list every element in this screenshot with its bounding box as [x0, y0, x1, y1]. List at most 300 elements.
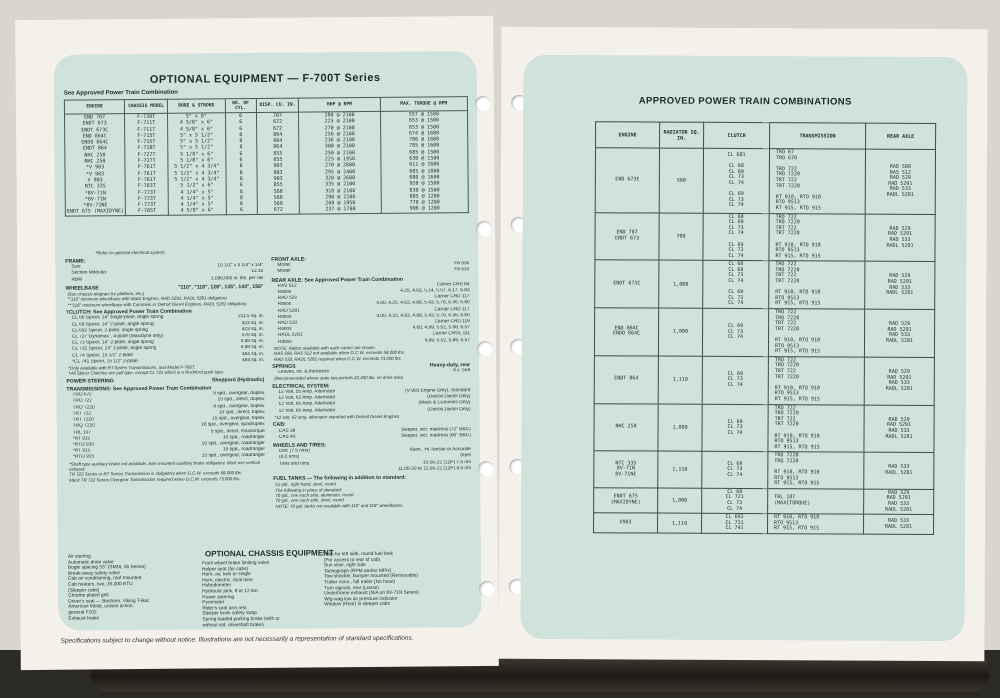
stack-line: RADL 5281	[886, 191, 914, 198]
stack-line: END 864C	[614, 325, 639, 332]
stack-line: CL 74	[728, 202, 744, 209]
table-cell: 611 @ 1600	[381, 162, 468, 169]
clutch-cell	[703, 148, 769, 213]
table-cell: 5 1/2" x 6"	[168, 183, 226, 190]
engine-cell	[595, 212, 659, 260]
table-cell: 672	[256, 125, 299, 132]
table-cell: 680 @ 1600	[381, 174, 468, 181]
stacked-values	[866, 370, 933, 393]
spec-value: 4.00, 4.25, 4.62, 4.88, 5.43, 5.78, 6.36, 6.80	[376, 312, 470, 319]
stacked-values	[705, 153, 768, 209]
table-cell: *8V-71N	[65, 196, 125, 203]
spec-key: CL 69 Spicer, 14" 2-plate, angle spring	[71, 321, 154, 328]
column-header: DISP. CU. IN.	[256, 98, 299, 112]
list-item: Driver's seat — Bostrom, Viking T-Bar,	[68, 598, 150, 605]
table-cell: F-711T	[125, 120, 168, 127]
column-header: MAX. TORQUE @ RPM	[380, 97, 467, 112]
table-cell: 6	[225, 151, 256, 158]
stack-line: TRT 7220	[775, 278, 800, 285]
stack-line: RT 915, RTO 915	[774, 396, 820, 403]
stack-line: TRO 7220	[775, 267, 800, 274]
table-cell: 685 @ 1500	[381, 149, 468, 156]
stack-line: TRT 7220	[775, 182, 800, 189]
table-cell: NHC 250	[65, 152, 125, 159]
spec-key: Model	[277, 262, 291, 269]
stack-line: (MAXIDYNE)	[610, 499, 641, 506]
binder-hole	[477, 341, 493, 357]
transmission-cell	[768, 452, 864, 489]
table-cell: 260 @ 1950	[300, 200, 382, 207]
radiator-cell: 1,000	[658, 488, 702, 514]
stack-line: RAD 5291	[887, 422, 912, 429]
spec-key: TRO 722	[72, 398, 92, 405]
spec-panel	[53, 51, 481, 631]
stacked-values	[597, 177, 658, 183]
stack-line: CL 74	[727, 429, 743, 436]
optional-list-1	[68, 554, 199, 622]
spec-key: CL 731 Spicer, 14" 2-plate, angle spring	[72, 346, 157, 353]
radiator-cell: 1,110	[658, 356, 702, 404]
list-item: Air starting	[67, 554, 91, 560]
stack-line: CL 721	[725, 494, 744, 501]
spec-value: 211.5 sq. in.	[237, 314, 264, 320]
engine-spec-table	[64, 96, 469, 216]
spec-value: FA 532	[454, 267, 470, 273]
list-item: (Sleeper cabs)	[68, 587, 100, 594]
stack-line: RT 915, RTO 915	[775, 252, 821, 260]
table-cell: 672	[256, 119, 299, 126]
table-cell: F-711T	[125, 126, 168, 133]
list-item: Spring-loaded parking brake (with or	[202, 616, 280, 623]
stack-line: (MAXITORQUE)	[774, 500, 811, 507]
stacked-values	[703, 515, 766, 532]
table-cell: F-727T	[125, 158, 168, 165]
spec-note-line: 70 gal., one each side, steel, round	[275, 497, 344, 504]
stacked-values	[867, 226, 934, 249]
table-cell: 855	[257, 157, 300, 164]
spec-key: RBM	[71, 277, 83, 283]
list-item: American Metal, unison action,	[68, 604, 134, 611]
stack-line: RADL 5281	[885, 469, 913, 476]
list-item: Bogie spacing 55" (SMDL 56 Series)	[67, 565, 146, 571]
list-item: Tow shackle, bumper mounted (Removable)	[324, 573, 418, 580]
stack-line: CL 69	[728, 266, 744, 273]
table-cell: 295 @ 2400	[299, 169, 381, 176]
spec-note-line: 70 gal., one each side, aluminum, round	[275, 492, 354, 498]
spec-value: 10 spd., roadranger	[222, 434, 265, 441]
stack-line: RAD 533	[889, 236, 911, 243]
table-row	[595, 148, 935, 214]
table-cell: F-720T	[125, 113, 168, 120]
stack-line: CL 69	[728, 190, 744, 197]
transmission-cell	[769, 213, 865, 261]
engine-cell	[594, 513, 658, 533]
table-cell: 5" x 5 1/2"	[168, 145, 226, 152]
spec-value: 15 spd., overgear, triplex	[212, 416, 265, 422]
table-cell: F-718T	[125, 145, 168, 152]
stacked-values	[704, 324, 767, 341]
page-subtitle: See Approved Power Train Combination	[63, 89, 178, 97]
stack-line: CL 68	[728, 261, 744, 268]
rear-axle-cell	[864, 309, 934, 357]
spec-key: CAS 40	[278, 434, 296, 440]
spec-value: Carrier CRD 119	[434, 319, 470, 325]
table-cell: END 864C	[65, 133, 125, 140]
stack-line: TRO 7220	[774, 410, 799, 417]
stack-line: RTO 9513	[775, 199, 800, 206]
stack-line: CL 74	[728, 230, 744, 237]
table-cell: F-761T	[125, 170, 168, 177]
stacked-values	[703, 461, 766, 478]
stacked-values	[596, 281, 657, 287]
table-cell: 300 @ 2100	[299, 143, 381, 150]
engine-cell	[594, 356, 658, 404]
binder-hole	[475, 96, 491, 112]
stack-line: CL 74	[727, 381, 743, 388]
spec-key: Size	[71, 264, 81, 270]
table-row	[594, 308, 934, 358]
spec-column-left	[65, 255, 266, 557]
stacked-values	[775, 215, 863, 260]
table-cell: 4 5/8" x 6"	[168, 126, 226, 133]
spec-key: *RTO 910	[72, 442, 95, 448]
spec-key: Ratios	[277, 289, 292, 295]
stack-line: CL 69	[727, 488, 743, 495]
stack-line: CL 74	[728, 179, 744, 186]
stack-line: 8V-71N	[616, 465, 635, 472]
stack-line: CL 74	[728, 277, 744, 285]
spec-value: 10 spd., overgear, roadranger	[201, 440, 265, 447]
spec-line	[273, 433, 471, 441]
spec-value: 10 1/2" x 3 1/4" x 1/4"	[217, 263, 264, 269]
list-item: Helper seat (for cabs)	[201, 566, 249, 573]
stack-line: RAS 512	[889, 169, 911, 176]
spec-key: TRO 670	[72, 392, 92, 398]
stack-line: TRO 722	[774, 404, 796, 411]
stack-line: CL 69	[728, 219, 744, 226]
rear-axle-cell	[864, 405, 934, 453]
column-header: TRANSMISSION	[770, 123, 866, 150]
table-cell: 685 @ 1800	[381, 168, 468, 175]
stack-line: TRT 722	[774, 415, 796, 422]
table-cell: ENDT 864	[65, 146, 125, 153]
table-cell: 855	[257, 182, 300, 189]
spec-key: CL 692 Spicer, 2-plate, angle spring	[71, 327, 149, 334]
stack-line: RAD 5291	[888, 231, 913, 238]
stack-line: RT 915, RTO 915	[774, 348, 821, 355]
spec-key: *RT 910	[72, 436, 91, 442]
spec-key: 12 Volt, 85 Amp. Alternator	[278, 408, 336, 414]
stack-line: RTO 9513	[774, 390, 799, 397]
table-cell: 5 1/8" x 6"	[168, 157, 226, 164]
spec-key: CL 72i "Dynamax", 4-plate (Maxidyne only)	[71, 333, 164, 340]
stack-line: TRO 722	[775, 309, 797, 316]
stack-line: CL 73	[727, 499, 743, 507]
stack-line: RT 915, RTO 915	[774, 443, 820, 451]
stack-line: ENDT 673C	[613, 280, 641, 287]
section-label: ELECTRICAL SYSTEM:	[272, 383, 330, 390]
table-cell: 250 @ 2100	[299, 150, 381, 157]
transmission-cell	[768, 309, 864, 357]
list-item: Horn, electric, dual tone	[202, 577, 253, 584]
stack-line: TRT 7220	[775, 325, 800, 333]
stacked-values	[774, 453, 862, 487]
stack-line: RT 915, RTO 915	[774, 480, 820, 487]
table-cell: 805 @ 1200	[381, 193, 468, 200]
stacked-values	[704, 262, 767, 307]
stack-line: RTO 9513	[775, 247, 800, 254]
table-cell: F-763T	[125, 183, 168, 190]
spec-key: TRL 107	[72, 429, 92, 436]
table-cell: 6	[225, 126, 256, 133]
binder-hole	[478, 461, 494, 477]
spec-note: *Refer to optional electrical system.	[95, 249, 166, 256]
spec-note-line: *"110" minimum wheelbase with Mack Engines, RAD 5291, RADL 5281 obligatory.	[67, 295, 228, 303]
section-value: Heavy-duty, rear	[429, 362, 471, 369]
list-item: Tachograph (RPM and/or MPH)	[323, 568, 392, 575]
table-cell: 237 @ 1700	[300, 206, 382, 214]
list-item: Cab heaters, two, 35,000 BTU	[68, 582, 133, 588]
table-cell: END 707	[64, 114, 124, 121]
table-cell: ENDT 673	[65, 120, 125, 127]
stack-line: RAD 533	[888, 332, 911, 339]
stack-line: CL 74	[728, 252, 744, 259]
spec-key: Ratios	[277, 302, 292, 308]
list-item: Underframe exhaust (N/A on 8V-71N Series)	[324, 590, 419, 597]
spec-key: *RTO 915	[72, 454, 95, 460]
table-row	[594, 356, 934, 406]
transmission-cell	[769, 149, 865, 214]
stack-line: CL 73	[728, 196, 744, 203]
column-header: CLUTCH	[704, 122, 770, 148]
table-cell: ENDO 864C	[65, 139, 125, 146]
footnote: Specifications subject to change without notice. Illustrations are not necessarily a representation of standard specifications.	[60, 634, 414, 645]
section-value: Sheppard (Hydraulic)	[211, 376, 265, 384]
list-item: Automatic drain valve	[67, 559, 114, 566]
table-cell: 335 @ 2100	[299, 181, 381, 188]
stacked-values	[774, 515, 862, 532]
transmission-cell	[768, 404, 864, 452]
spec-key: 12 Volt, 62 Amp. Alternator	[278, 395, 336, 402]
stack-line: RAD 533	[888, 379, 910, 387]
stack-line: TRO 722	[775, 261, 797, 268]
table-cell: 8	[225, 144, 256, 151]
table-cell: *8V-71N	[65, 190, 125, 197]
transmission-cell	[768, 514, 864, 534]
stack-line: TRT 7220	[774, 373, 799, 380]
radiator-cell: 1,000	[658, 308, 702, 356]
table-cell: 270 @ 2100	[299, 125, 381, 132]
spec-value: Carrier CRDL 111	[432, 331, 470, 337]
rear-axle-cell	[864, 514, 934, 534]
page-title: OPTIONAL EQUIPMENT — F-700T Series	[149, 71, 381, 86]
stack-line: TRO 670	[775, 154, 798, 161]
stack-line: RAD 529	[889, 225, 911, 232]
stack-line: TRO 7220	[775, 219, 800, 226]
section-label: CAB:	[272, 422, 286, 429]
table-cell: 8	[226, 176, 257, 183]
section-value: "110", "118", 128", 135", 143", 156"	[178, 283, 264, 291]
spec-value: 12.10	[251, 269, 264, 275]
spec-value: Alum., Hi-Tensile or Accuride	[409, 447, 471, 453]
stacked-values	[704, 419, 767, 436]
radiator-cell: 1,000	[658, 404, 702, 452]
table-cell: 6	[225, 119, 256, 126]
stack-line: RAD 5291	[886, 495, 911, 502]
spec-key: RADL 5281	[277, 333, 303, 339]
list-item: without std. driveshaft brake)	[202, 622, 264, 629]
stack-line: CL 73	[728, 224, 744, 231]
table-cell: 225 @ 2100	[299, 118, 381, 125]
stack-line: RT 915, RTO 915	[775, 300, 821, 307]
table-cell: 225 @ 1950	[299, 156, 381, 163]
stack-line: ENDT 675	[613, 493, 638, 500]
stack-line: CL 73	[728, 247, 744, 254]
table-cell: 5" x 5 1/2"	[168, 138, 226, 145]
stack-line: NHC 250	[615, 423, 637, 430]
spec-line	[271, 268, 469, 276]
table-row	[594, 513, 934, 535]
stack-line: RAD 533	[888, 464, 910, 471]
right-page	[498, 27, 987, 662]
binder-hole	[479, 581, 495, 597]
stack-line: TRO 7220	[774, 452, 799, 459]
spec-key: CAS 39	[278, 428, 296, 434]
column-header: BORE & STROKE	[167, 99, 225, 114]
rear-axle-cell	[865, 149, 935, 214]
spec-note-line: TR 722 Series or RT Series Transmission is obligatory when G.C.W. exceeds 58,000 lbs.	[69, 470, 243, 477]
stack-line: CL 69	[728, 322, 744, 330]
stack-line: RAD 5291	[887, 326, 912, 333]
transmission-cell	[768, 356, 864, 404]
transmission-cell	[769, 261, 865, 309]
stack-line: RAD 533	[888, 427, 910, 434]
spec-key: RAD 529	[277, 295, 298, 302]
stack-line: CL 681	[727, 151, 746, 158]
stacked-values	[596, 377, 657, 383]
list-item: Pyrometer	[202, 600, 225, 606]
spec-note-line: RAS 508, RAS 512 not available when G.C.W. exceeds 58,000 lbs.	[274, 349, 406, 357]
stack-line: CL 692	[725, 514, 744, 521]
column-header: ENGINE	[596, 122, 660, 148]
spec-value: FA 535	[454, 261, 470, 267]
rear-axle-cell	[865, 214, 935, 262]
radiator-cell: 1,110	[658, 513, 702, 533]
stack-line: RADL 5281	[885, 433, 913, 440]
stack-line: CL 69	[727, 370, 743, 377]
table-cell: 568	[257, 188, 300, 195]
engine-cell	[595, 148, 659, 213]
stack-line: CL 68	[728, 162, 744, 169]
table-cell: 270 @ 2600	[299, 162, 381, 169]
table-cell: NTC 335	[65, 183, 125, 190]
optional-equipment-title: OPTIONAL CHASSIS EQUIPMENT	[204, 548, 334, 559]
table-cell: 830 @ 1500	[381, 187, 468, 194]
stack-line: ENDO 864C	[612, 330, 641, 337]
table-cell: 700 @ 1600	[381, 136, 468, 143]
table-cell: *V 903	[65, 171, 125, 178]
stack-line: RAD 533	[888, 517, 910, 524]
list-item: Break-away safety valve	[67, 570, 121, 577]
table-cell: F-715T	[125, 139, 168, 146]
clutch-cell	[702, 514, 768, 534]
spec-note-line: Mack TR 722 Series Overgear Transmission required when G.C.W. exceeds 73,000 lbs.	[69, 475, 241, 483]
clutch-cell	[702, 452, 768, 489]
stack-line: RAD 529	[889, 273, 911, 280]
rear-axle-cell	[864, 452, 934, 489]
stack-line: RADL 5281	[886, 289, 914, 297]
spec-value: Steel	[460, 453, 472, 459]
clutch-cell	[703, 261, 769, 309]
stacked-values	[776, 150, 864, 212]
list-item: Horn, air, twin or single	[202, 572, 251, 578]
spec-key: RAS 512	[277, 283, 297, 289]
stacked-values	[865, 465, 932, 477]
table-row	[595, 260, 935, 310]
table-cell: 568	[257, 194, 300, 201]
stacked-values	[597, 231, 658, 243]
table-cell: *8V-71NE	[65, 202, 125, 209]
section-label: POWER STEERING	[66, 378, 114, 385]
section-label: WHEELS AND TIRES:	[272, 442, 327, 449]
table-cell: 8	[226, 163, 257, 170]
table-cell: 864	[256, 144, 299, 151]
stack-line: RTO 9513	[774, 438, 799, 445]
stack-line: RAD 533	[889, 186, 911, 193]
spec-key: Ratios	[277, 314, 292, 320]
table-cell: 236 @ 2100	[299, 137, 381, 144]
spec-key: 12 Volt, 85 Amp. Alternator	[278, 401, 336, 408]
binder-hole	[476, 221, 492, 237]
column-header: CHASSIS MODEL	[125, 99, 168, 113]
section-label: FRAME:	[65, 258, 86, 265]
spec-key: *CL 741 Spicer, 15 1/2" 2-plate	[72, 358, 138, 365]
spec-value: 1,090,000 in. lbs. per rail	[210, 275, 264, 282]
spec-value: 11.00-20 or 11.00-22 (12P) 8.0 rim	[397, 465, 472, 472]
table-row	[594, 488, 934, 515]
spec-value: 15 spd., roadranger	[223, 447, 265, 453]
stack-line: TRO 7220	[774, 362, 799, 369]
spec-value: 484 sq. in.	[241, 357, 265, 363]
stack-line: RAD 529	[888, 368, 910, 375]
table-cell: 672	[257, 207, 300, 214]
table-cell: 5" x 5 1/2"	[168, 132, 226, 139]
radiator-cell: 1,000	[659, 260, 703, 308]
section-label: WHEELBASE	[65, 285, 99, 292]
stacked-values	[595, 461, 656, 478]
table-cell: ENDT 675 (MAXIDYNE)	[66, 208, 125, 216]
table-cell: 4 1/4" x 5"	[168, 201, 226, 208]
section-label: TRANSMISSIONS: See Approved Power Train Combination	[66, 385, 212, 393]
stack-line: CL 73	[727, 376, 743, 383]
transmission-cell	[768, 488, 864, 514]
table-cell: 568	[257, 201, 300, 208]
stack-line: END 707	[616, 229, 638, 236]
stacked-values	[704, 214, 767, 259]
rear-axle-cell	[864, 357, 934, 405]
stack-line: RT 910, RTO 910	[774, 514, 820, 521]
table-cell: V 903	[65, 177, 125, 184]
stack-line: TRL 107	[774, 494, 796, 501]
stacked-values	[866, 417, 933, 440]
stacked-values	[595, 520, 656, 526]
radiator-cell: 1,110	[658, 451, 702, 488]
stack-line: CL 69	[727, 460, 743, 467]
table-cell: F-773T	[125, 202, 168, 209]
table-cell: 674 @ 1600	[380, 130, 467, 137]
stacked-values	[596, 424, 657, 430]
list-item: Front wheel brake limiting valve	[201, 560, 270, 567]
